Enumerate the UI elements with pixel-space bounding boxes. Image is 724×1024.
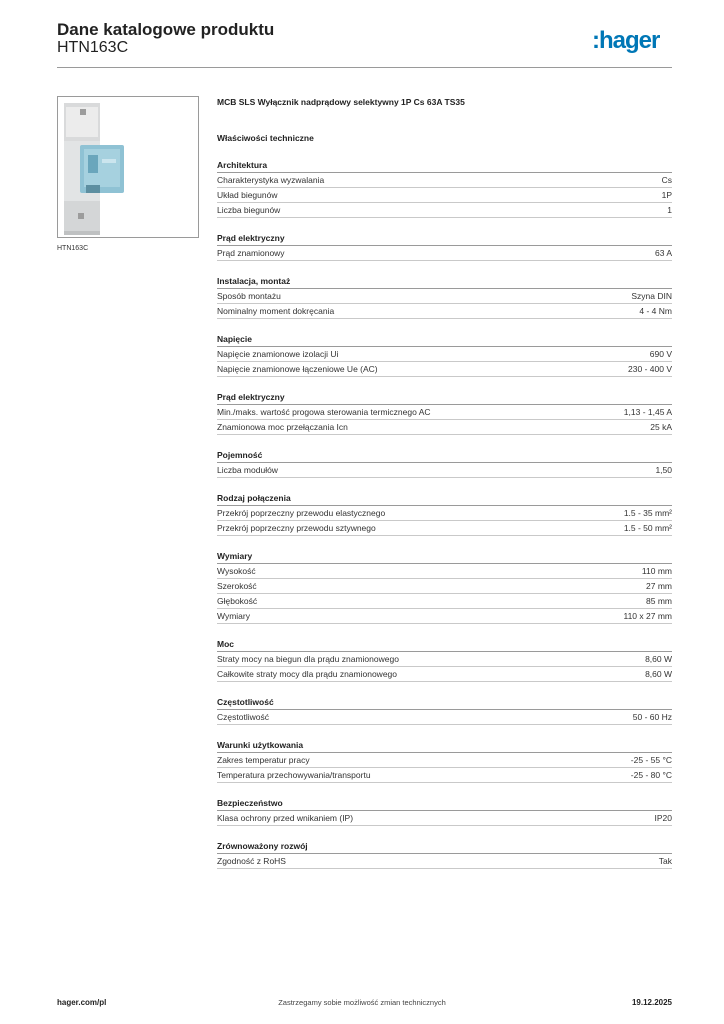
property-label: Prąd znamionowy	[217, 248, 285, 258]
property-label: Liczba biegunów	[217, 205, 281, 215]
property-label: Liczba modułów	[217, 465, 278, 475]
property-row	[217, 347, 672, 362]
property-row	[217, 652, 672, 667]
property-row	[217, 463, 672, 478]
property-label: Napięcie znamionowe łączeniowe Ue (AC)	[217, 364, 378, 374]
product-details	[217, 96, 672, 869]
property-value: 110 mm	[641, 566, 672, 576]
properties-heading: Właściwości techniczne	[217, 133, 314, 143]
property-value: IP20	[654, 813, 672, 823]
property-section	[217, 390, 672, 435]
property-row	[217, 609, 672, 624]
section-title: Częstotliwość	[217, 695, 672, 710]
property-value: 50 - 60 Hz	[632, 712, 672, 722]
property-row	[217, 594, 672, 609]
property-section	[217, 695, 672, 725]
section-title: Zrównoważony rozwój	[217, 839, 672, 854]
property-value: -25 - 80 °C	[630, 770, 672, 780]
property-label: Sposób montażu	[217, 291, 281, 301]
property-label: Temperatura przechowywania/transportu	[217, 770, 371, 780]
property-row	[217, 304, 672, 319]
property-value: 1.5 - 35 mm²	[623, 508, 672, 518]
property-row	[217, 188, 672, 203]
property-label: Straty mocy na biegun dla prądu znamionowego	[217, 654, 399, 664]
property-value: 1	[667, 205, 672, 215]
property-value: 1,13 - 1,45 A	[623, 407, 672, 417]
property-sections	[217, 158, 672, 869]
product-description: MCB SLS Wyłącznik nadprądowy selektywny 1P Cs 63A TS35	[217, 97, 465, 107]
section-title: Instalacja, montaż	[217, 274, 672, 289]
property-value: 8,60 W	[645, 669, 672, 679]
property-label: Częstotliwość	[217, 712, 269, 722]
property-row	[217, 564, 672, 579]
property-label: Układ biegunów	[217, 190, 278, 200]
property-section	[217, 637, 672, 682]
section-title: Bezpieczeństwo	[217, 796, 672, 811]
hager-logo-text: :hager	[592, 27, 660, 54]
section-title: Moc	[217, 637, 672, 652]
section-title: Architektura	[217, 158, 672, 173]
property-label: Charakterystyka wyzwalania	[217, 175, 325, 185]
property-section	[217, 796, 672, 826]
property-value: -25 - 55 °C	[630, 755, 672, 765]
property-row	[217, 289, 672, 304]
property-value: 85 mm	[646, 596, 672, 606]
property-label: Napięcie znamionowe izolacji Ui	[217, 349, 339, 359]
footer-website: hager.com/pl	[57, 998, 107, 1007]
property-value: 690 V	[649, 349, 672, 359]
property-value: 1.5 - 50 mm²	[623, 523, 672, 533]
section-title: Rodzaj połączenia	[217, 491, 672, 506]
hager-logo	[592, 26, 672, 56]
property-row	[217, 173, 672, 188]
property-section	[217, 839, 672, 869]
section-title: Warunki użytkowania	[217, 738, 672, 753]
property-row	[217, 710, 672, 725]
property-label: Całkowite straty mocy dla prądu znamionowego	[217, 669, 398, 679]
section-title: Pojemność	[217, 448, 672, 463]
property-value: 4 - 4 Nm	[639, 306, 672, 316]
property-value: 110 x 27 mm	[623, 611, 672, 621]
property-row	[217, 506, 672, 521]
section-title: Napięcie	[217, 332, 672, 347]
property-value: 27 mm	[646, 581, 672, 591]
property-row	[217, 579, 672, 594]
property-value: Cs	[661, 175, 672, 185]
property-label: Głębokość	[217, 596, 258, 606]
property-row	[217, 362, 672, 377]
property-row	[217, 811, 672, 826]
section-title: Prąd elektryczny	[217, 390, 672, 405]
footer-note: Zastrzegamy sobie możliwość zmian technicznych	[278, 998, 446, 1007]
header-divider	[57, 67, 672, 68]
property-label: Przekrój poprzeczny przewodu elastycznego	[217, 508, 386, 518]
property-value: 63 A	[654, 248, 672, 258]
property-label: Min./maks. wartość progowa sterowania termicznego AC	[217, 407, 431, 417]
property-label: Nominalny moment dokręcania	[217, 306, 335, 316]
property-row	[217, 420, 672, 435]
product-code: HTN163C	[57, 39, 129, 56]
property-value: 25 kA	[650, 422, 672, 432]
property-section	[217, 231, 672, 261]
property-section	[217, 274, 672, 319]
property-row	[217, 405, 672, 420]
product-image	[57, 96, 199, 238]
circuit-breaker-image	[58, 97, 198, 237]
property-label: Zakres temperatur pracy	[217, 755, 310, 765]
property-value: Tak	[658, 856, 672, 866]
image-caption: HTN163C	[57, 245, 89, 252]
footer-date: 19.12.2025	[631, 998, 672, 1007]
property-section	[217, 549, 672, 624]
property-row	[217, 753, 672, 768]
property-value: Szyna DIN	[631, 291, 672, 301]
property-label: Klasa ochrony przed wnikaniem (IP)	[217, 813, 354, 823]
property-value: 1P	[661, 190, 672, 200]
section-title: Wymiary	[217, 549, 672, 564]
property-label: Szerokość	[217, 581, 257, 591]
property-label: Znamionowa moc przełączania Icn	[217, 422, 348, 432]
property-label: Przekrój poprzeczny przewodu sztywnego	[217, 523, 376, 533]
section-title: Prąd elektryczny	[217, 231, 672, 246]
property-section	[217, 448, 672, 478]
property-row	[217, 854, 672, 869]
property-section	[217, 738, 672, 783]
property-value: 8,60 W	[645, 654, 672, 664]
property-value: 1,50	[655, 465, 672, 475]
property-row	[217, 768, 672, 783]
property-row	[217, 246, 672, 261]
property-row	[217, 667, 672, 682]
property-section	[217, 491, 672, 536]
property-row	[217, 521, 672, 536]
property-section	[217, 158, 672, 218]
property-label: Wysokość	[217, 566, 256, 576]
property-value: 230 - 400 V	[628, 364, 672, 374]
property-label: Wymiary	[217, 611, 250, 621]
property-label: Zgodność z RoHS	[217, 856, 286, 866]
property-row	[217, 203, 672, 218]
document-title: Dane katalogowe produktu	[57, 20, 275, 39]
property-section	[217, 332, 672, 377]
